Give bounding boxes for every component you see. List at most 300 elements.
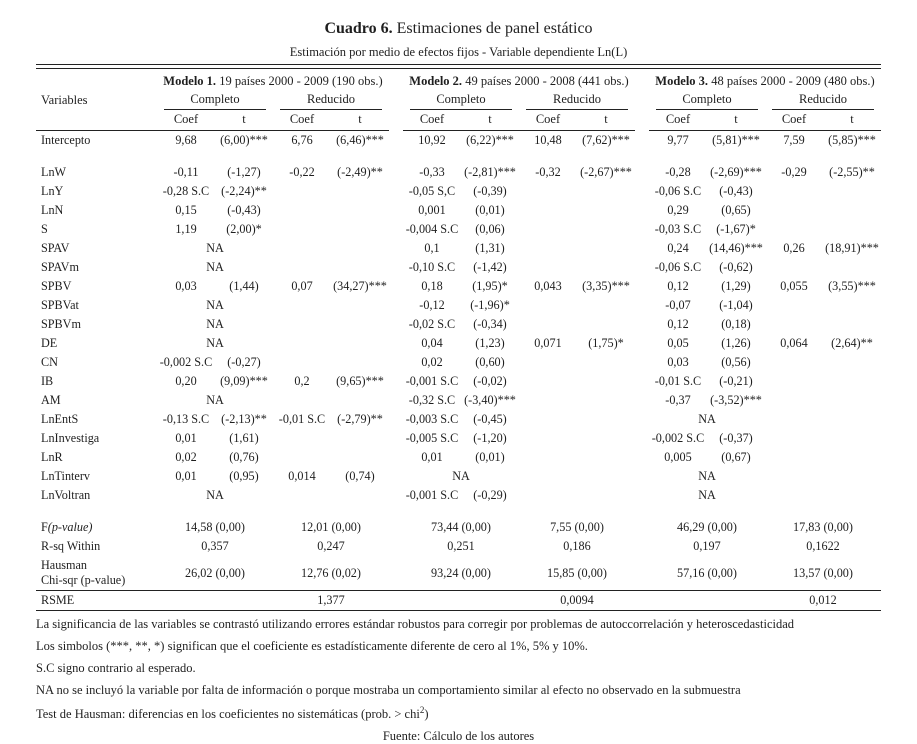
empty-cell: [577, 467, 635, 486]
coef-cell: -0,06 S.C: [654, 260, 702, 274]
variable-name: LnR: [41, 450, 63, 464]
header-double-rule: [36, 64, 881, 69]
column-spacer: [635, 429, 649, 448]
empty-cell: [823, 296, 881, 315]
variable-row: [36, 467, 881, 486]
coef-cell: 1,19: [175, 222, 197, 236]
t-cell: (9,65)***: [336, 374, 384, 388]
spacer-row: [36, 150, 881, 163]
empty-cell: [765, 296, 823, 315]
variable-row: [36, 131, 881, 151]
variables-column-header: Variables: [36, 70, 157, 131]
t-cell: (0,65): [721, 203, 751, 217]
stat-value: 0,186: [563, 539, 591, 553]
variable-row: [36, 410, 881, 429]
model-2-reducido-header: Reducido: [519, 91, 635, 110]
coef-cell: -0,13 S.C: [162, 412, 210, 426]
coef-cell: -0,11: [173, 165, 199, 179]
t-cell: (1,26): [721, 336, 751, 350]
t-cell: (1,44): [229, 279, 259, 293]
na-cell: NA: [698, 469, 716, 483]
coef-cell: 0,04: [421, 336, 443, 350]
variable-name: IB: [41, 374, 54, 388]
coef-cell: 0,043: [534, 279, 562, 293]
coef-cell: -0,005 S.C: [405, 431, 459, 445]
t-cell: (-0,37): [719, 431, 753, 445]
variable-row: [36, 372, 881, 391]
column-spacer: [389, 182, 403, 201]
column-spacer: [389, 277, 403, 296]
column-spacer: [389, 410, 403, 429]
empty-cell: [331, 201, 389, 220]
t-cell: (-3,40)***: [464, 393, 516, 407]
column-spacer: [635, 486, 649, 505]
t-cell: (-2,13)**: [221, 412, 267, 426]
coef-cell: 0,01: [421, 450, 443, 464]
empty-cell: [331, 239, 389, 258]
model-header-row: [36, 70, 881, 91]
stat-value: 12,76 (0,02): [301, 565, 361, 580]
stat-row: [36, 556, 881, 591]
empty-cell: [273, 258, 331, 277]
coef-cell: 0,001: [418, 203, 446, 217]
coef-cell: -0,28 S.C: [162, 184, 210, 198]
column-spacer: [635, 315, 649, 334]
model-3-reducido-header: Reducido: [765, 91, 881, 110]
table-title-number: Cuadro 6.: [324, 20, 393, 37]
column-spacer: [389, 591, 403, 611]
model-2-completo-header: Completo: [403, 91, 519, 110]
empty-cell: [765, 429, 823, 448]
t-cell: (0,67): [721, 450, 751, 464]
stat-value: 46,29 (0,00): [677, 520, 737, 534]
coef-header: Coef: [403, 110, 461, 131]
empty-cell: [331, 315, 389, 334]
variable-name: SPAVm: [41, 260, 79, 274]
t-cell: (-0,29): [473, 488, 507, 502]
t-cell: (3,35)***: [582, 279, 630, 293]
t-cell: (-1,04): [719, 298, 753, 312]
t-cell: (1,23): [475, 336, 505, 350]
t-cell: (-0,43): [719, 184, 753, 198]
coef-cell: 0,20: [175, 374, 197, 388]
column-spacer: [389, 201, 403, 220]
coef-header: Coef: [157, 110, 215, 131]
variable-name: LnEntS: [41, 412, 79, 426]
coef-cell: -0,10 S.C: [408, 260, 456, 274]
stat-label: F(p-value): [41, 520, 93, 534]
t-cell: (0,74): [345, 469, 375, 483]
stat-value: 0,012: [765, 591, 881, 611]
model-1-detail: 19 países 2000 - 2009 (190 obs.): [216, 74, 383, 88]
variable-row: [36, 239, 881, 258]
t-cell: (0,01): [475, 203, 505, 217]
empty-cell: [273, 296, 331, 315]
empty-cell: [577, 201, 635, 220]
empty-cell: [519, 239, 577, 258]
column-spacer: [635, 372, 649, 391]
coef-cell: 0,01: [175, 431, 197, 445]
column-spacer: [635, 201, 649, 220]
coef-cell: 9,68: [175, 133, 197, 147]
t-cell: (-0,27): [227, 355, 261, 369]
stat-value: 7,55 (0,00): [550, 520, 604, 534]
t-header: t: [461, 110, 519, 131]
na-cell: NA: [206, 393, 224, 407]
empty-cell: [273, 429, 331, 448]
table-title-text: Estimaciones de panel estático: [392, 20, 593, 37]
coef-cell: 6,76: [291, 133, 313, 147]
footnotes: [36, 617, 881, 744]
stat-label: RSME: [36, 591, 157, 611]
empty-cell: [273, 448, 331, 467]
coef-cell: -0,32: [535, 165, 561, 179]
coef-cell: 0,071: [534, 336, 562, 350]
empty-cell: [765, 448, 823, 467]
variable-name: AM: [41, 393, 61, 407]
empty-cell: [331, 258, 389, 277]
empty-cell: [331, 391, 389, 410]
t-cell: (-2,55)**: [829, 165, 875, 179]
t-cell: (-0,45): [473, 412, 507, 426]
t-cell: (0,60): [475, 355, 505, 369]
empty-cell: [577, 182, 635, 201]
model-3-detail: 48 países 2000 - 2009 (480 obs.): [708, 74, 875, 88]
coef-cell: -0,01 S.C: [654, 374, 702, 388]
empty-cell: [273, 182, 331, 201]
t-cell: (18,91)***: [825, 241, 879, 255]
t-cell: (3,55)***: [828, 279, 876, 293]
column-spacer: [389, 372, 403, 391]
variable-row: [36, 296, 881, 315]
t-cell: (-1,20): [473, 431, 507, 445]
coef-cell: -0,33: [419, 165, 445, 179]
coef-cell: 0,02: [421, 355, 443, 369]
t-cell: (-3,52)***: [710, 393, 762, 407]
na-cell: NA: [206, 317, 224, 331]
column-spacer: [635, 591, 649, 611]
t-cell: (-0,34): [473, 317, 507, 331]
t-cell: (1,31): [475, 241, 505, 255]
estimations-table: [36, 70, 881, 611]
column-spacer: [389, 334, 403, 353]
stat-value: 0,197: [693, 539, 721, 553]
t-cell: (1,95)*: [472, 279, 508, 293]
footnote-na: NA no se incluyó la variable por falta de información o porque mostraba un comportamiento similar al efecto no observado en la submuestra: [36, 683, 741, 697]
empty-cell: [331, 296, 389, 315]
variable-name: SPBV: [41, 279, 72, 293]
na-cell: NA: [206, 298, 224, 312]
t-cell: (6,46)***: [336, 133, 384, 147]
empty-cell: [765, 201, 823, 220]
na-cell: NA: [698, 412, 716, 426]
empty-cell: [577, 315, 635, 334]
stat-value: 1,377: [273, 591, 389, 611]
column-spacer: [635, 239, 649, 258]
empty-cell: [577, 391, 635, 410]
variable-name: LnTinterv: [41, 469, 90, 483]
column-spacer: [635, 518, 649, 537]
variable-name: SPBVm: [41, 317, 81, 331]
table-title: [36, 20, 881, 38]
empty-cell: [519, 467, 577, 486]
footnote-symbols: Los simbolos (***, **, *) significan que el coeficiente es estadísticamente diferente de cero al 1%, 5% y 10%.: [36, 639, 588, 653]
empty-cell: [823, 315, 881, 334]
coef-cell: -0,002 S.C: [159, 355, 213, 369]
empty-cell: [331, 486, 389, 505]
coef-header: Coef: [649, 110, 707, 131]
t-cell: (7,62)***: [582, 133, 630, 147]
model-3-name: Modelo 3.: [655, 74, 709, 88]
footnote-significance: La significancia de las variables se contrastó utilizando errores estándar robustos para corregir por problemas de autoccorrelación y heteroscedasticidad: [36, 617, 795, 631]
t-cell: (14,46)***: [709, 241, 763, 255]
coef-cell: 0,24: [667, 241, 689, 255]
empty-cell: [765, 258, 823, 277]
empty-cell: [577, 220, 635, 239]
t-cell: (-1,27): [227, 165, 261, 179]
empty-cell: [823, 391, 881, 410]
variable-name: DE: [41, 336, 58, 350]
t-cell: (6,22)***: [466, 133, 514, 147]
stat-value: 17,83 (0,00): [793, 520, 853, 534]
na-cell: NA: [452, 469, 470, 483]
empty-cell: [765, 315, 823, 334]
variable-name: S: [41, 222, 48, 236]
empty-cell: [823, 486, 881, 505]
empty-cell: [273, 391, 331, 410]
stat-value: 0,357: [201, 539, 229, 553]
column-spacer: [389, 258, 403, 277]
coef-cell: 0,064: [780, 336, 808, 350]
coef-cell: 0,12: [667, 317, 689, 331]
empty-cell: [765, 220, 823, 239]
empty-cell: [519, 391, 577, 410]
coef-cell: -0,12: [419, 298, 445, 312]
stat-value: 73,44 (0,00): [431, 520, 491, 534]
model-2-name: Modelo 2.: [409, 74, 463, 88]
model-2-detail: 49 países 2000 - 2008 (441 obs.): [462, 74, 629, 88]
model-2-header: [403, 70, 635, 91]
coef-cell: 10,48: [534, 133, 562, 147]
column-spacer: [389, 131, 403, 151]
stat-value: 0,251: [447, 539, 475, 553]
t-cell: (-0,43): [227, 203, 261, 217]
column-spacer: [635, 131, 649, 151]
na-cell: NA: [206, 260, 224, 274]
t-cell: (5,85)***: [828, 133, 876, 147]
chi-squared-superscript: 2: [419, 705, 425, 715]
footnote-sc: S.C signo contrario al esperado.: [36, 661, 196, 675]
coef-cell: -0,03 S.C: [654, 222, 702, 236]
column-spacer: [635, 448, 649, 467]
empty-cell: [273, 315, 331, 334]
column-spacer: [389, 486, 403, 505]
t-cell: (-0,39): [473, 184, 507, 198]
t-cell: (0,76): [229, 450, 259, 464]
t-cell: (0,01): [475, 450, 505, 464]
stat-value: 0,247: [317, 539, 345, 553]
empty-cell: [577, 258, 635, 277]
column-spacer: [389, 537, 403, 556]
coef-cell: 0,18: [421, 279, 443, 293]
t-cell: (-1,96)*: [470, 298, 510, 312]
variable-name: LnVoltran: [41, 488, 91, 502]
empty-cell: [519, 258, 577, 277]
t-cell: (-2,49)**: [337, 165, 383, 179]
coef-header: Coef: [273, 110, 331, 131]
stat-value: 0,1622: [806, 539, 840, 553]
coef-cell: 10,92: [418, 133, 446, 147]
empty-cell: [765, 486, 823, 505]
stat-value: 93,24 (0,00): [431, 565, 491, 580]
empty-cell: [519, 296, 577, 315]
t-cell: (-0,21): [719, 374, 753, 388]
empty-cell: [823, 258, 881, 277]
empty-cell: [577, 410, 635, 429]
t-cell: (2,00)*: [226, 222, 262, 236]
column-spacer: [389, 163, 403, 182]
stat-label: R-sq Within: [41, 539, 101, 553]
column-spacer: [635, 334, 649, 353]
model-3-completo-header: Completo: [649, 91, 765, 110]
column-spacer: [389, 448, 403, 467]
coef-cell: -0,003 S.C: [405, 412, 459, 426]
empty-cell: [577, 239, 635, 258]
model-1-completo-header: Completo: [157, 91, 273, 110]
coef-cell: -0,32 S.C: [408, 393, 456, 407]
variable-name: LnY: [41, 184, 64, 198]
empty-cell: [823, 410, 881, 429]
t-cell: (-1,42): [473, 260, 507, 274]
coef-cell: 0,15: [175, 203, 197, 217]
empty-cell: [519, 372, 577, 391]
t-cell: (-2,81)***: [464, 165, 516, 179]
stat-value: 15,85 (0,00): [547, 565, 607, 580]
empty-cell: [823, 429, 881, 448]
empty-cell: [765, 353, 823, 372]
t-cell: (-0,02): [473, 374, 507, 388]
empty-cell: [765, 182, 823, 201]
variable-name: LnN: [41, 203, 64, 217]
column-spacer: [389, 467, 403, 486]
t-header: t: [577, 110, 635, 131]
column-spacer: [635, 70, 649, 131]
t-cell: (0,06): [475, 222, 505, 236]
column-spacer: [635, 556, 649, 591]
variable-row: [36, 277, 881, 296]
coef-cell: -0,01 S.C: [278, 412, 326, 426]
variable-row: [36, 429, 881, 448]
empty-cell: [519, 353, 577, 372]
empty-cell: [519, 220, 577, 239]
empty-cell: [273, 353, 331, 372]
t-cell: (-2,67)***: [580, 165, 632, 179]
stat-value: 12,01 (0,00): [301, 520, 361, 534]
stat-value: 26,02 (0,00): [185, 565, 245, 580]
t-header: t: [823, 110, 881, 131]
coef-cell: 0,05: [667, 336, 689, 350]
empty-cell: [577, 296, 635, 315]
column-spacer: [635, 258, 649, 277]
column-spacer: [389, 429, 403, 448]
t-cell: (6,00)***: [220, 133, 268, 147]
coef-cell: 0,1: [424, 241, 440, 255]
coef-cell: -0,07: [665, 298, 691, 312]
empty-cell: [273, 220, 331, 239]
empty-cell: [577, 372, 635, 391]
spacer-row: [36, 505, 881, 518]
model-3-header: [649, 70, 881, 91]
stat-value: [649, 591, 765, 611]
coef-cell: 0,01: [175, 469, 197, 483]
column-spacer: [389, 70, 403, 131]
coef-header: Coef: [519, 110, 577, 131]
variable-row: [36, 486, 881, 505]
column-spacer: [635, 537, 649, 556]
coef-cell: 9,77: [667, 133, 689, 147]
stat-label: Hausman Chi-sqr (p-value): [41, 558, 126, 587]
column-spacer: [635, 391, 649, 410]
coef-cell: 0,07: [291, 279, 313, 293]
stat-row: [36, 518, 881, 537]
footnote-hausman-test: Test de Hausman: diferencias en los coeficientes no sistemáticas (prob. > chi$^2$): [36, 705, 429, 722]
coef-cell: 0,26: [783, 241, 805, 255]
column-spacer: [389, 315, 403, 334]
column-spacer: [635, 163, 649, 182]
empty-cell: [331, 353, 389, 372]
coef-cell: 0,2: [294, 374, 310, 388]
coef-cell: 0,03: [667, 355, 689, 369]
coef-cell: -0,28: [665, 165, 691, 179]
t-cell: (-2,69)***: [710, 165, 762, 179]
t-cell: (1,75)*: [588, 336, 624, 350]
empty-cell: [273, 486, 331, 505]
column-spacer: [389, 353, 403, 372]
coef-cell: -0,06 S.C: [654, 184, 702, 198]
empty-cell: [577, 486, 635, 505]
t-cell: (0,18): [721, 317, 751, 331]
variable-row: [36, 258, 881, 277]
empty-cell: [331, 334, 389, 353]
t-cell: (9,09)***: [220, 374, 268, 388]
t-cell: (1,61): [229, 431, 259, 445]
t-header: t: [331, 110, 389, 131]
t-cell: (1,29): [721, 279, 751, 293]
empty-cell: [765, 391, 823, 410]
coef-t-header-row: [36, 110, 881, 131]
empty-cell: [765, 467, 823, 486]
t-cell: (5,81)***: [712, 133, 760, 147]
empty-cell: [519, 182, 577, 201]
column-spacer: [389, 296, 403, 315]
variable-row: [36, 163, 881, 182]
coef-cell: -0,22: [289, 165, 315, 179]
column-spacer: [635, 410, 649, 429]
coef-cell: -0,002 S.C: [651, 431, 705, 445]
variable-row: [36, 220, 881, 239]
coef-cell: -0,37: [665, 393, 691, 407]
empty-cell: [823, 220, 881, 239]
coef-cell: 0,12: [667, 279, 689, 293]
stat-value: 57,16 (0,00): [677, 565, 737, 580]
na-cell: NA: [206, 241, 224, 255]
empty-cell: [519, 486, 577, 505]
variable-row: [36, 201, 881, 220]
na-cell: NA: [698, 488, 716, 502]
stat-row: [36, 591, 881, 611]
empty-cell: [765, 410, 823, 429]
coef-cell: 0,005: [664, 450, 692, 464]
